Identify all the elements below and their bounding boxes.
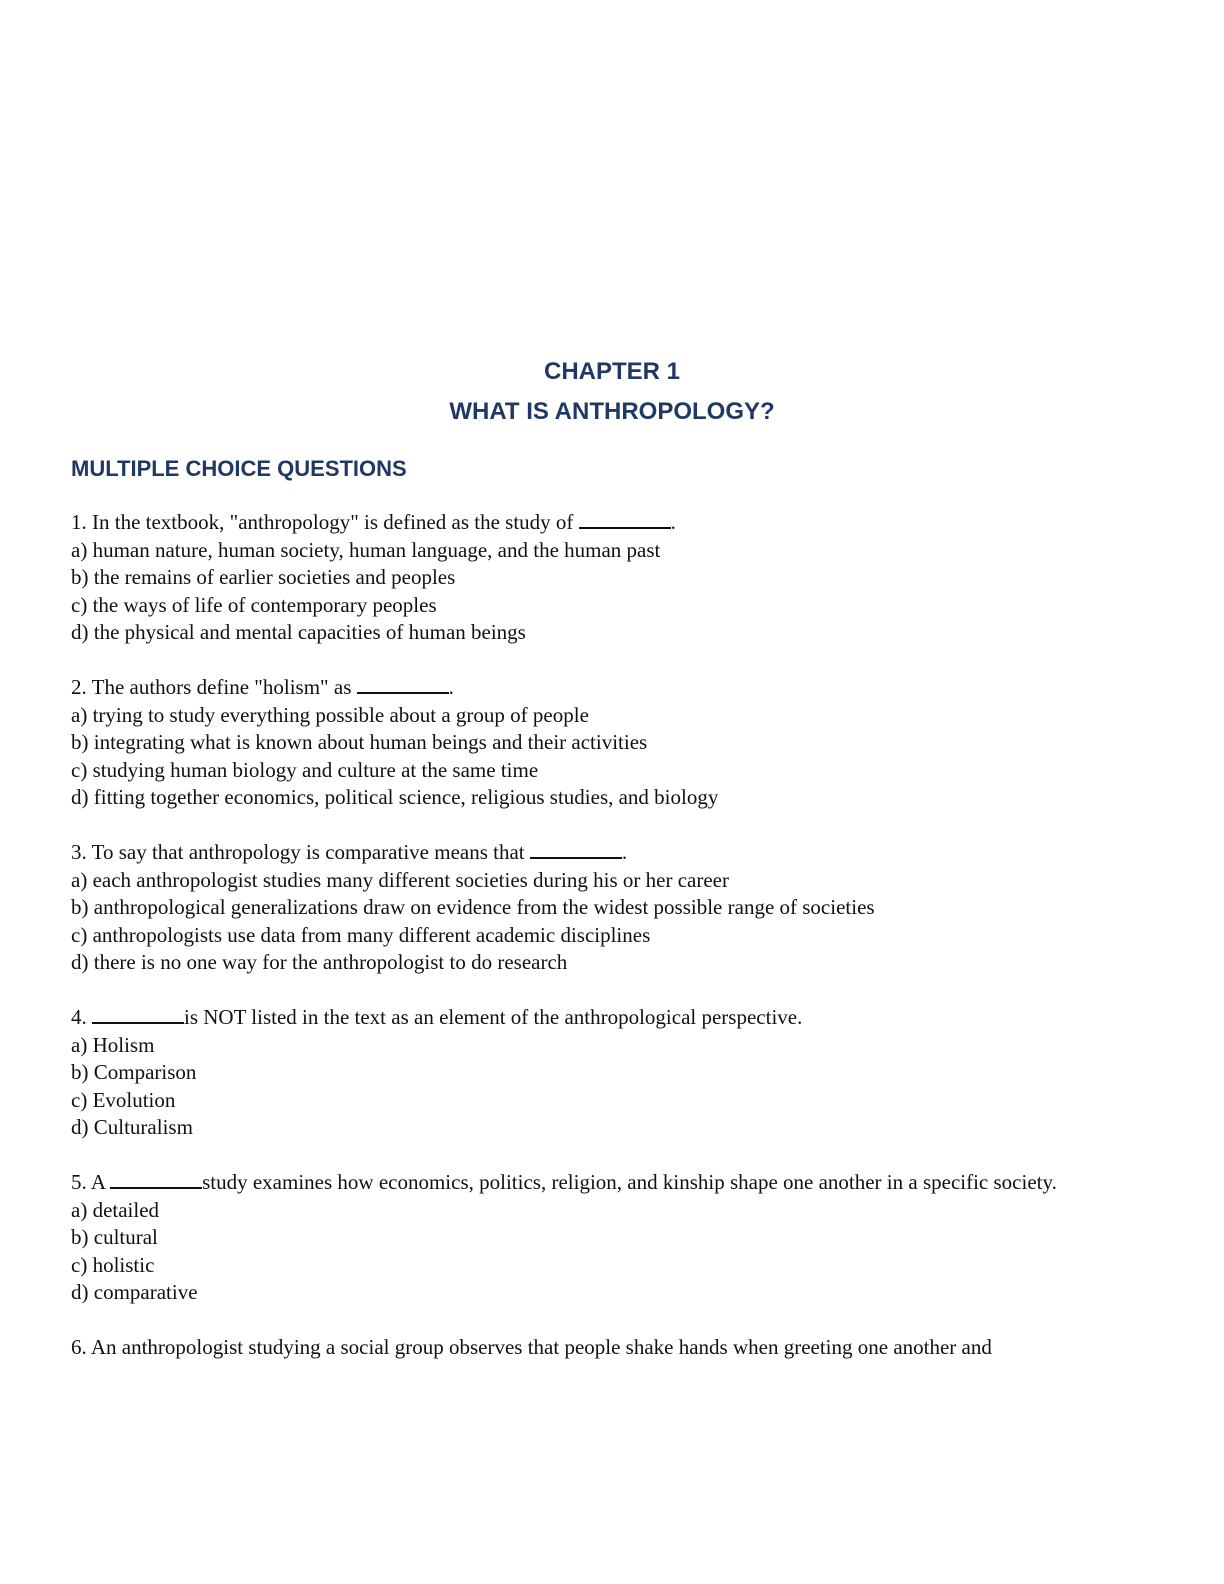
option-c: c) anthropologists use data from many different academic disciplines bbox=[71, 922, 651, 947]
question-5 bbox=[71, 1169, 1131, 1307]
question-stem bbox=[71, 1004, 1131, 1032]
option-b: b) integrating what is known about human beings and their activities bbox=[71, 730, 648, 754]
stem-text: 3. To say that anthropology is comparative means that bbox=[71, 840, 530, 864]
stem-text: 5. A bbox=[71, 1170, 111, 1194]
stem-text-end: . bbox=[448, 675, 454, 699]
option-d: d) the physical and mental capacities of human beings bbox=[71, 620, 526, 644]
section-heading: MULTIPLE CHOICE QUESTIONS bbox=[71, 456, 407, 481]
question-stem bbox=[71, 509, 1131, 537]
chapter-number: CHAPTER 1 bbox=[543, 358, 681, 385]
answer-blank bbox=[110, 1169, 202, 1189]
option-a: a) trying to study everything possible about a group of people bbox=[71, 702, 589, 727]
stem-text-end: study examines how economics, politics, religion, and kinship shape one another in a specific society. bbox=[202, 1170, 1057, 1194]
stem-text-end: is NOT listed in the text as an element of the anthropological perspective. bbox=[184, 1005, 803, 1029]
chapter-title: WHAT IS ANTHROPOLOGY? bbox=[449, 398, 775, 425]
option-a: a) Holism bbox=[71, 1032, 155, 1057]
option-b: b) the remains of earlier societies and peoples bbox=[71, 565, 456, 589]
question-1 bbox=[71, 509, 1131, 647]
question-6 bbox=[71, 1334, 1131, 1362]
question-stem bbox=[71, 839, 1131, 867]
option-b: b) anthropological generalizations draw on evidence from the widest possible range of societies bbox=[71, 895, 875, 919]
question-4 bbox=[71, 1004, 1131, 1142]
option-d: d) comparative bbox=[71, 1280, 198, 1304]
option-c: c) Evolution bbox=[71, 1087, 176, 1112]
option-b: b) cultural bbox=[71, 1225, 158, 1249]
stem-text: 1. In the textbook, "anthropology" is defined as the study of bbox=[71, 510, 579, 534]
option-b: b) Comparison bbox=[71, 1060, 197, 1084]
option-a: a) human nature, human society, human language, and the human past bbox=[71, 537, 661, 562]
stem-text: 4. bbox=[71, 1005, 92, 1029]
option-a: a) detailed bbox=[71, 1197, 160, 1222]
stem-text-end: . bbox=[670, 510, 676, 534]
question-stem: 6. An anthropologist studying a social group observes that people shake hands when greeting one another and bbox=[71, 1335, 992, 1359]
option-d: d) there is no one way for the anthropologist to do research bbox=[71, 950, 568, 974]
question-stem bbox=[71, 674, 1131, 702]
question-3 bbox=[71, 839, 1131, 977]
answer-blank bbox=[357, 674, 449, 694]
question-list bbox=[71, 509, 1131, 1389]
option-c: c) studying human biology and culture at the same time bbox=[71, 757, 539, 782]
question-2 bbox=[71, 674, 1131, 812]
stem-text-end: . bbox=[621, 840, 628, 864]
option-c: c) holistic bbox=[71, 1252, 155, 1277]
option-d: d) Culturalism bbox=[71, 1115, 193, 1139]
option-c: c) the ways of life of contemporary peoples bbox=[71, 592, 437, 617]
answer-blank bbox=[579, 509, 671, 529]
option-a: a) each anthropologist studies many different societies during his or her career bbox=[71, 867, 729, 892]
answer-blank bbox=[530, 839, 622, 859]
question-stem bbox=[71, 1169, 1131, 1197]
option-d: d) fitting together economics, political science, religious studies, and biology bbox=[71, 785, 719, 809]
stem-text: 2. The authors define "holism" as bbox=[71, 675, 357, 699]
answer-blank bbox=[92, 1004, 184, 1024]
